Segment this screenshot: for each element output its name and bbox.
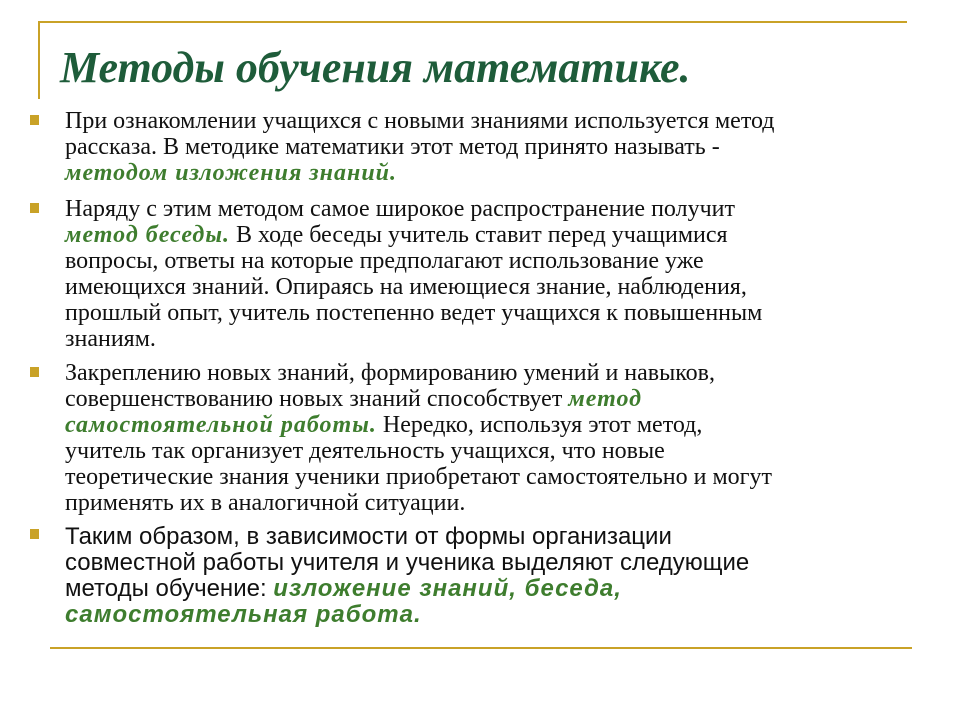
text-line: рассказа. В методике математики этот метод принято называть -: [65, 134, 720, 160]
emphasis-term: самостоятельная работа.: [65, 601, 422, 628]
emphasis-term: метод: [568, 386, 643, 412]
left-border-line: [38, 21, 40, 99]
text-line: применять их в аналогичной ситуации.: [65, 490, 466, 516]
bottom-border-line: [50, 647, 912, 649]
text-line: совершенствованию новых знаний способствует: [65, 386, 569, 412]
bullet-item-conversation-method: [30, 196, 900, 352]
bullet-square-icon: [30, 529, 39, 539]
emphasis-term: метод беседы.: [65, 222, 230, 248]
text-line: вопросы, ответы на которые предполагают использование уже: [65, 248, 704, 274]
bullet-text: [65, 360, 900, 516]
bullet-text: [65, 108, 900, 186]
text-line: знаниям.: [65, 326, 156, 352]
bullet-square-icon: [30, 367, 39, 377]
bullet-square-icon: [30, 115, 39, 125]
bullet-square-icon: [30, 203, 39, 213]
text-line: имеющихся знаний. Опираясь на имеющиеся знание, наблюдения,: [65, 274, 747, 300]
text-line: В ходе беседы учитель ставит перед учащимися: [229, 222, 728, 248]
text-line: совместной работы учителя и ученика выделяют следующие: [65, 549, 750, 576]
bullet-item-conclusion: [30, 524, 900, 628]
bullet-text: [65, 524, 900, 628]
emphasis-term: методом изложения знаний.: [65, 160, 398, 186]
emphasis-term: самостоятельной работы.: [65, 412, 377, 438]
text-line: Таким образом, в зависимости от формы организации: [65, 523, 672, 550]
text-line: Нередко, используя этот метод,: [376, 412, 703, 438]
bullet-text: [65, 196, 900, 352]
top-border-line: [38, 21, 907, 23]
slide-title: Методы обучения математике.: [60, 43, 691, 92]
bullet-item-story-method: [30, 108, 900, 186]
text-line: При ознакомлении учащихся с новыми знаниями используется метод: [65, 108, 775, 134]
text-line: учитель так организует деятельность учащихся, что новые: [65, 438, 665, 464]
text-line: методы обучение:: [65, 575, 274, 602]
text-line: Наряду с этим методом самое широкое распространение получит: [65, 196, 735, 222]
bullet-list: [30, 108, 900, 628]
text-line: Закреплению новых знаний, формированию умений и навыков,: [65, 360, 716, 386]
bullet-item-independent-work: [30, 360, 900, 516]
text-line: теоретические знания ученики приобретают самостоятельно и могут: [65, 464, 773, 490]
text-line: прошлый опыт, учитель постепенно ведет учащихся к повышенным: [65, 300, 763, 326]
emphasis-term: изложение знаний, беседа,: [273, 575, 622, 602]
